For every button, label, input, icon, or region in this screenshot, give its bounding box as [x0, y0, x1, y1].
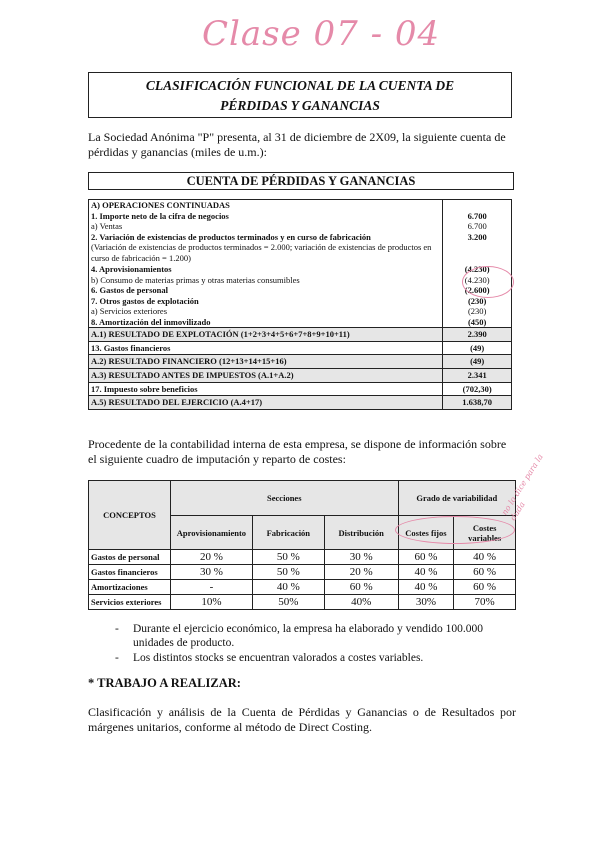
account-row-label: 13. Gastos financieros: [89, 342, 443, 355]
handwritten-title: Clase 07 - 04: [202, 14, 441, 54]
account-row-label: b) Consumo de materias primas y otras materias consumibles: [89, 275, 443, 286]
account-result-label: A.1) RESULTADO DE EXPLOTACIÓN (1+2+3+4+5+6+7+8+9+10+11): [89, 328, 443, 342]
row-label: Gastos financieros: [89, 565, 171, 580]
cell: 40 %: [398, 580, 454, 595]
grado-variabilidad-header: Grado de variabilidad: [398, 481, 515, 516]
table-row: [89, 580, 516, 595]
account-result-label: A.3) RESULTADO ANTES DE IMPUESTOS (A.1+A.2): [89, 369, 443, 383]
cell: 20 %: [324, 565, 398, 580]
cell: 30%: [398, 595, 454, 610]
account-row-value: (450): [443, 317, 512, 328]
account-row-label: A) OPERACIONES CONTINUADAS: [89, 200, 443, 211]
cell: 60 %: [324, 580, 398, 595]
row-label: Gastos de personal: [89, 550, 171, 565]
account-row-label: a) Ventas: [89, 221, 443, 232]
account-row-value: (4.230): [443, 264, 512, 275]
account-row-label: 1. Importe neto de la cifra de negocios: [89, 211, 443, 222]
table-row: [89, 565, 516, 580]
table-row: [89, 595, 516, 610]
account-row-value: (230): [443, 306, 512, 317]
cell: 50%: [252, 595, 324, 610]
account-row-value: (702,30): [443, 383, 512, 396]
account-row-label: a) Servicios exteriores: [89, 306, 443, 317]
row-label: Amortizaciones: [89, 580, 171, 595]
row-label: Servicios exteriores: [89, 595, 171, 610]
account-header: CUENTA DE PÉRDIDAS Y GANANCIAS: [88, 172, 514, 190]
cell: 40 %: [454, 550, 516, 565]
col-fabricacion: Fabricación: [252, 516, 324, 550]
cell: 40%: [324, 595, 398, 610]
col-aprovisionamiento: Aprovisionamiento: [170, 516, 252, 550]
cell: 30 %: [324, 550, 398, 565]
cell: 60 %: [454, 580, 516, 595]
account-row-label: 2. Variación de existencias de productos terminados y en curso de fabricación: [89, 232, 443, 243]
account-row-label: 4. Aprovisionamientos: [89, 264, 443, 275]
cell: 20 %: [170, 550, 252, 565]
account-result-value: 2.341: [443, 369, 512, 383]
account-result-value: 2.390: [443, 328, 512, 342]
document-title: [88, 72, 512, 118]
account-row-label: 6. Gastos de personal: [89, 285, 443, 296]
annotation-circle: [395, 516, 515, 544]
account-row-label: 7. Otros gastos de explotación: [89, 296, 443, 307]
account-result-value: 1.638,70: [443, 396, 512, 410]
account-row-value: (49): [443, 342, 512, 355]
task-heading: * TRABAJO A REALIZAR:: [88, 676, 241, 690]
list-item: - Los distintos stocks se encuentran valorados a costes variables.: [115, 651, 515, 665]
cell: -: [170, 580, 252, 595]
account-row-value: [443, 200, 512, 211]
cell: 30 %: [170, 565, 252, 580]
cell: 40 %: [398, 565, 454, 580]
cost-allocation-table: [88, 480, 516, 610]
account-row-value: (4.230): [443, 275, 512, 286]
cell: 70%: [454, 595, 516, 610]
account-result-value: (49): [443, 355, 512, 369]
cell: 10%: [170, 595, 252, 610]
list-item: - Durante el ejercicio económico, la empresa ha elaborado y vendido 100.000 unidades de producto.: [115, 622, 515, 650]
title-line-2: PÉRDIDAS Y GANANCIAS: [220, 98, 380, 113]
annotation-circle: [462, 266, 514, 298]
cell: 50 %: [252, 565, 324, 580]
costs-intro-paragraph: Procedente de la contabilidad interna de esta empresa, se dispone de información sobre el siguiente cuadro de imputación y reparto de costes:: [88, 437, 507, 466]
intro-paragraph: La Sociedad Anónima "P" presenta, al 31 de diciembre de 2X09, la siguiente cuenta de pérdidas y ganancias (miles de u.m.):: [88, 130, 506, 159]
account-result-label: A.5) RESULTADO DEL EJERCICIO (A.4+17): [89, 396, 443, 410]
cell: 60 %: [398, 550, 454, 565]
conceptos-header: CONCEPTOS: [89, 481, 171, 550]
task-description: Clasificación y análisis de la Cuenta de Pérdidas y Ganancias o de Resultados por márgenes unitarios, conforme al método de Direct Costing.: [88, 705, 516, 734]
account-result-label: A.2) RESULTADO FINANCIERO (12+13+14+15+16): [89, 355, 443, 369]
account-row-label: (Variación de existencias de productos terminados = 2.000; variación de existencias de productos en curso de fabricación = 1.200): [89, 242, 443, 264]
title-line-1: CLASIFICACIÓN FUNCIONAL DE LA CUENTA DE: [145, 78, 455, 93]
account-row-value: 6.700: [443, 211, 512, 222]
account-row-value: (2.600): [443, 285, 512, 296]
account-row-value: [443, 242, 512, 264]
account-row-value: 6.700: [443, 221, 512, 232]
account-row-label: 8. Amortización del inmovilizado: [89, 317, 443, 328]
account-row-value: 3.200: [443, 232, 512, 243]
cell: 50 %: [252, 550, 324, 565]
col-costes-fijos: Costes fijos: [398, 516, 454, 550]
account-row-value: (230): [443, 296, 512, 307]
cell: 60 %: [454, 565, 516, 580]
table-row: [89, 550, 516, 565]
profit-loss-table: [88, 199, 512, 410]
account-row-label: 17. Impuesto sobre beneficios: [89, 383, 443, 396]
cell: 40 %: [252, 580, 324, 595]
conditions-list: [115, 622, 515, 666]
secciones-header: Secciones: [170, 481, 398, 516]
col-costes-variables: Costes variables: [454, 516, 516, 550]
col-distribucion: Distribución: [324, 516, 398, 550]
handwritten-side-note: no lo dice para la duda: [500, 452, 545, 523]
